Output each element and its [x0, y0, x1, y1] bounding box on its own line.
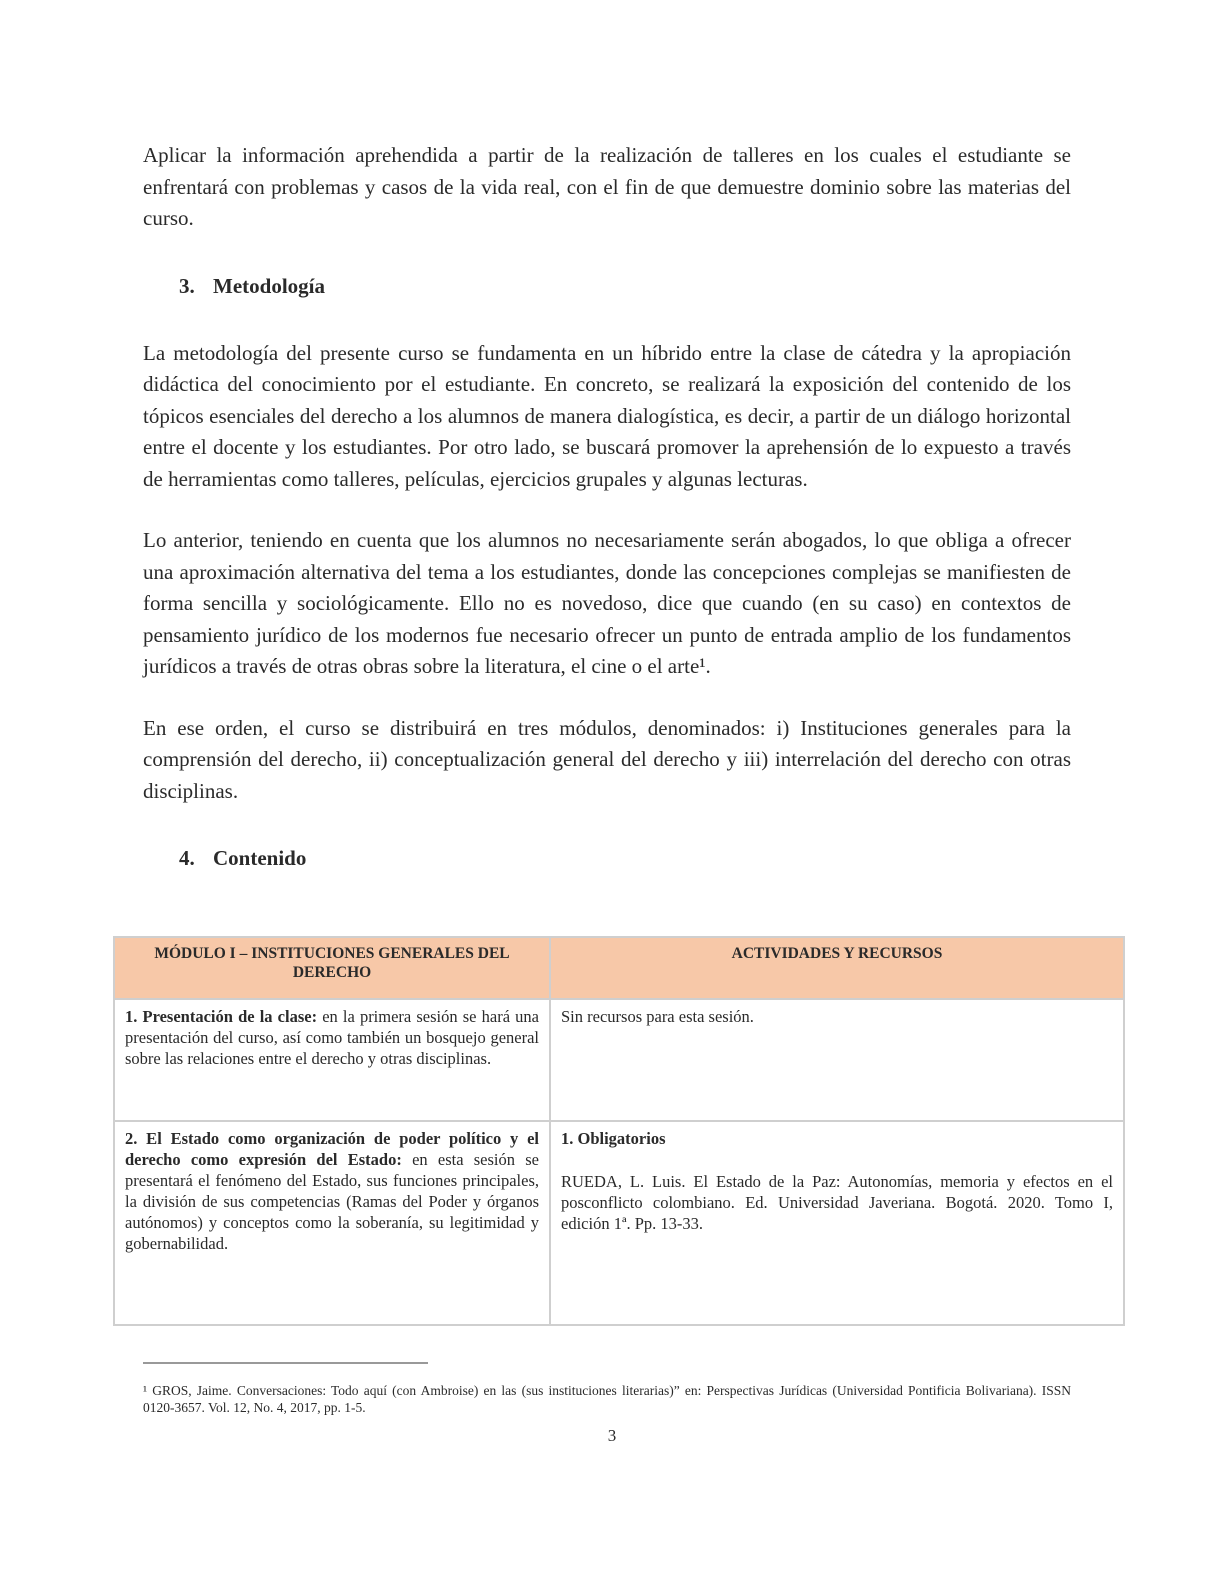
table-row [114, 1121, 1124, 1325]
table-cell-resources [550, 1121, 1124, 1325]
heading-text: Metodología [213, 273, 325, 298]
document-body [143, 140, 1071, 874]
paragraph-methodology-3: En ese orden, el curso se distribuirá en tres módulos, denominados: i) Instituciones generales para la comprensión del derecho, ii) conceptualización general del derecho y iii) interrelación del derecho con otras disciplinas. [143, 715, 1071, 803]
heading-number: 4. [179, 846, 195, 870]
topic-title: 2. El Estado como organización de poder político y el derecho como expresión del Estado: [125, 1129, 539, 1169]
heading-text: Contenido [213, 846, 307, 870]
topic-description: en esta sesión se presentará el fenómeno del Estado, sus funciones principales, la división de sus competencias (Ramas del Poder y órganos autónomos) y conceptos como la soberanía, su legitimidad y gobernabilidad. [125, 1150, 539, 1253]
resources-text: Sin recursos para esta sesión. [561, 1007, 754, 1026]
table-cell-topic [114, 999, 550, 1121]
page-number: 3 [607, 1426, 617, 1445]
paragraph-objective: Aplicar la información aprehendida a partir de la realización de talleres en los cuales el estudiante se enfrentará con problemas y casos de la vida real, con el fin de que demuestre dominio sobre las materias del curso. [143, 143, 1071, 230]
topic-description: en la primera sesión se hará una presentación del curso, así como también un bosquejo general sobre las relaciones entre el derecho y otras disciplinas. [125, 1007, 539, 1068]
table-header-module: MÓDULO I – INSTITUCIONES GENERALES DEL DERECHO [114, 937, 550, 999]
heading-methodology [143, 271, 1071, 302]
footnote-separator [143, 1362, 428, 1364]
table-header-activities: ACTIVIDADES Y RECURSOS [550, 937, 1124, 999]
table-cell-topic [114, 1121, 550, 1325]
table-cell-resources [550, 999, 1124, 1121]
resources-subheading: 1. Obligatorios [561, 1129, 666, 1148]
table-row [114, 999, 1124, 1121]
paragraph-methodology-2: Lo anterior, teniendo en cuenta que los alumnos no necesariamente serán abogados, lo que obliga a ofrecer una aproximación alternativa del tema a los estudiantes, donde las concepciones complejas se manifiesten de forma sencilla y sociológicamente. Ello no es novedoso, dice que cuando (en su caso) en contextos de pensamiento jurídico de los modernos fue necesario ofrecer un punto de entrada amplio de los fundamentos jurídicos a través de otras obras sobre la literatura, el cine o el arte¹. [143, 528, 1071, 678]
heading-number: 3. [179, 273, 195, 298]
footnote: ¹ GROS, Jaime. Conversaciones: Todo aquí (con Ambroise) en las (sus instituciones literarias)” en: Perspectivas Jurídicas (Universidad Pontificia Bolivariana). ISSN 0120-3657. Vol. 12, No. 4, 2017, pp. 1-5. [143, 1383, 1071, 1415]
topic-title: 1. Presentación de la clase: [125, 1007, 318, 1026]
paragraph-methodology-1: La metodología del presente curso se fundamenta en un híbrido entre la clase de cátedra y la apropiación didáctica del conocimiento por el estudiante. En concreto, se realizará la exposición del contenido de los tópicos esenciales del derecho a los alumnos de manera dialogística, es decir, a partir de un diálogo horizontal entre el docente y los estudiantes. Por otro lado, se buscará promover la aprehensión de lo expuesto a través de herramientas como talleres, películas, ejercicios grupales y algunas lecturas. [143, 340, 1071, 491]
heading-content [143, 843, 1071, 874]
resources-reference: RUEDA, L. Luis. El Estado de la Paz: Autonomías, memoria y efectos en el posconflicto colombiano. Ed. Universidad Javeriana. Bogotá. 2020. Tomo I, edición 1ª. Pp. 13-33. [561, 1172, 1113, 1233]
content-table [113, 936, 1125, 1326]
